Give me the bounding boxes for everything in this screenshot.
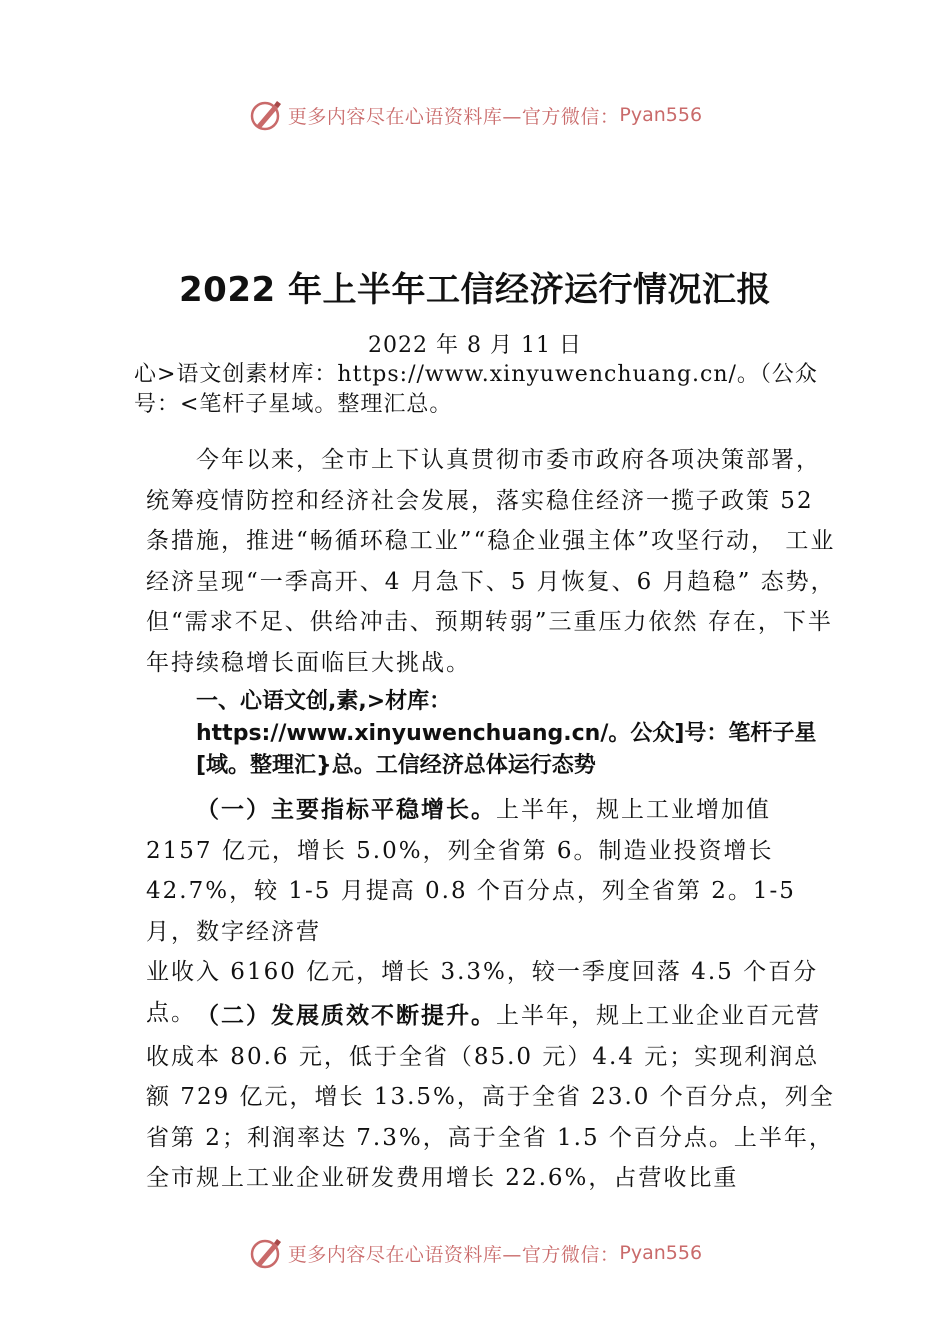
- watermark-wechat-id: Pyan556: [619, 1242, 703, 1264]
- section-2-text: 上半年，规上工业企业百元营收成本 80.6 元，低于全省（85.0 元）4.4 元；实现利润总额 729 亿元，增长 13.5%，高于全省 23.0 个百分点，列全省第 2；利润率达 7.3%，高于全省 1.5 个百分点。上半年，全市规上工业企业研发费用增长 22.6%，占营收比重: [146, 1003, 835, 1191]
- footer-watermark: [0, 1233, 950, 1273]
- document-date: 2022 年 8 月 11 日: [368, 333, 582, 358]
- section-2-paragraph: [146, 996, 836, 1199]
- document-title: 2022 年上半年工信经济运行情况汇报: [179, 270, 771, 310]
- source-note: 心>语文创素材库：https://www.xinyuwenchuang.cn/。（公众号：<笔杆子星域。整理汇总。: [134, 362, 818, 417]
- pen-logo-icon: [248, 1235, 284, 1271]
- watermark-wechat-id: Pyan556: [619, 104, 703, 126]
- header-watermark: [0, 95, 950, 135]
- section-2-label: （二）发展质效不断提升。: [196, 1002, 496, 1029]
- section-1-text-b: 业收入 6160 亿元，增长 3.3%，较一季度回落 4.5 个百分点。: [146, 959, 819, 1026]
- watermark-text: 更多内容尽在心语资料库—官方微信：: [287, 1243, 620, 1266]
- intro-paragraph: 今年以来，全市上下认真贯彻市委市政府各项决策部署，统筹疫情防控和经济社会发展，落实稳住经济一揽子政策 52 条措施，推进“畅循环稳工业”“稳企业强主体”攻坚行动， 工业经济呈现“一季高开、4 月急下、5 月恢复、6 月趋稳” 态势，但“需求不足、供给冲击、预期转弱”三重压力依然 存在，下半年持续稳增长面临巨大挑战。: [146, 447, 836, 676]
- section-1-label: （一）主要指标平稳增长。: [196, 796, 496, 823]
- section-heading: 一、心语文创,素,>材库：https://www.xinyuwenchuang.cn/。公众]号：笔杆子星[域。整理汇}总。工信经济总体运行态势: [196, 689, 817, 778]
- watermark-text: 更多内容尽在心语资料库—官方微信：: [287, 105, 620, 128]
- pen-logo-icon: [248, 97, 284, 133]
- section-1-text-a: 上半年，规上工业增加值 2157 亿元，增长 5.0%，列全省第 6。制造业投资增长 42.7%，较 1-5 月提高 0.8 个百分点，列全省第 2。1-5 月，数字经济营: [146, 797, 796, 945]
